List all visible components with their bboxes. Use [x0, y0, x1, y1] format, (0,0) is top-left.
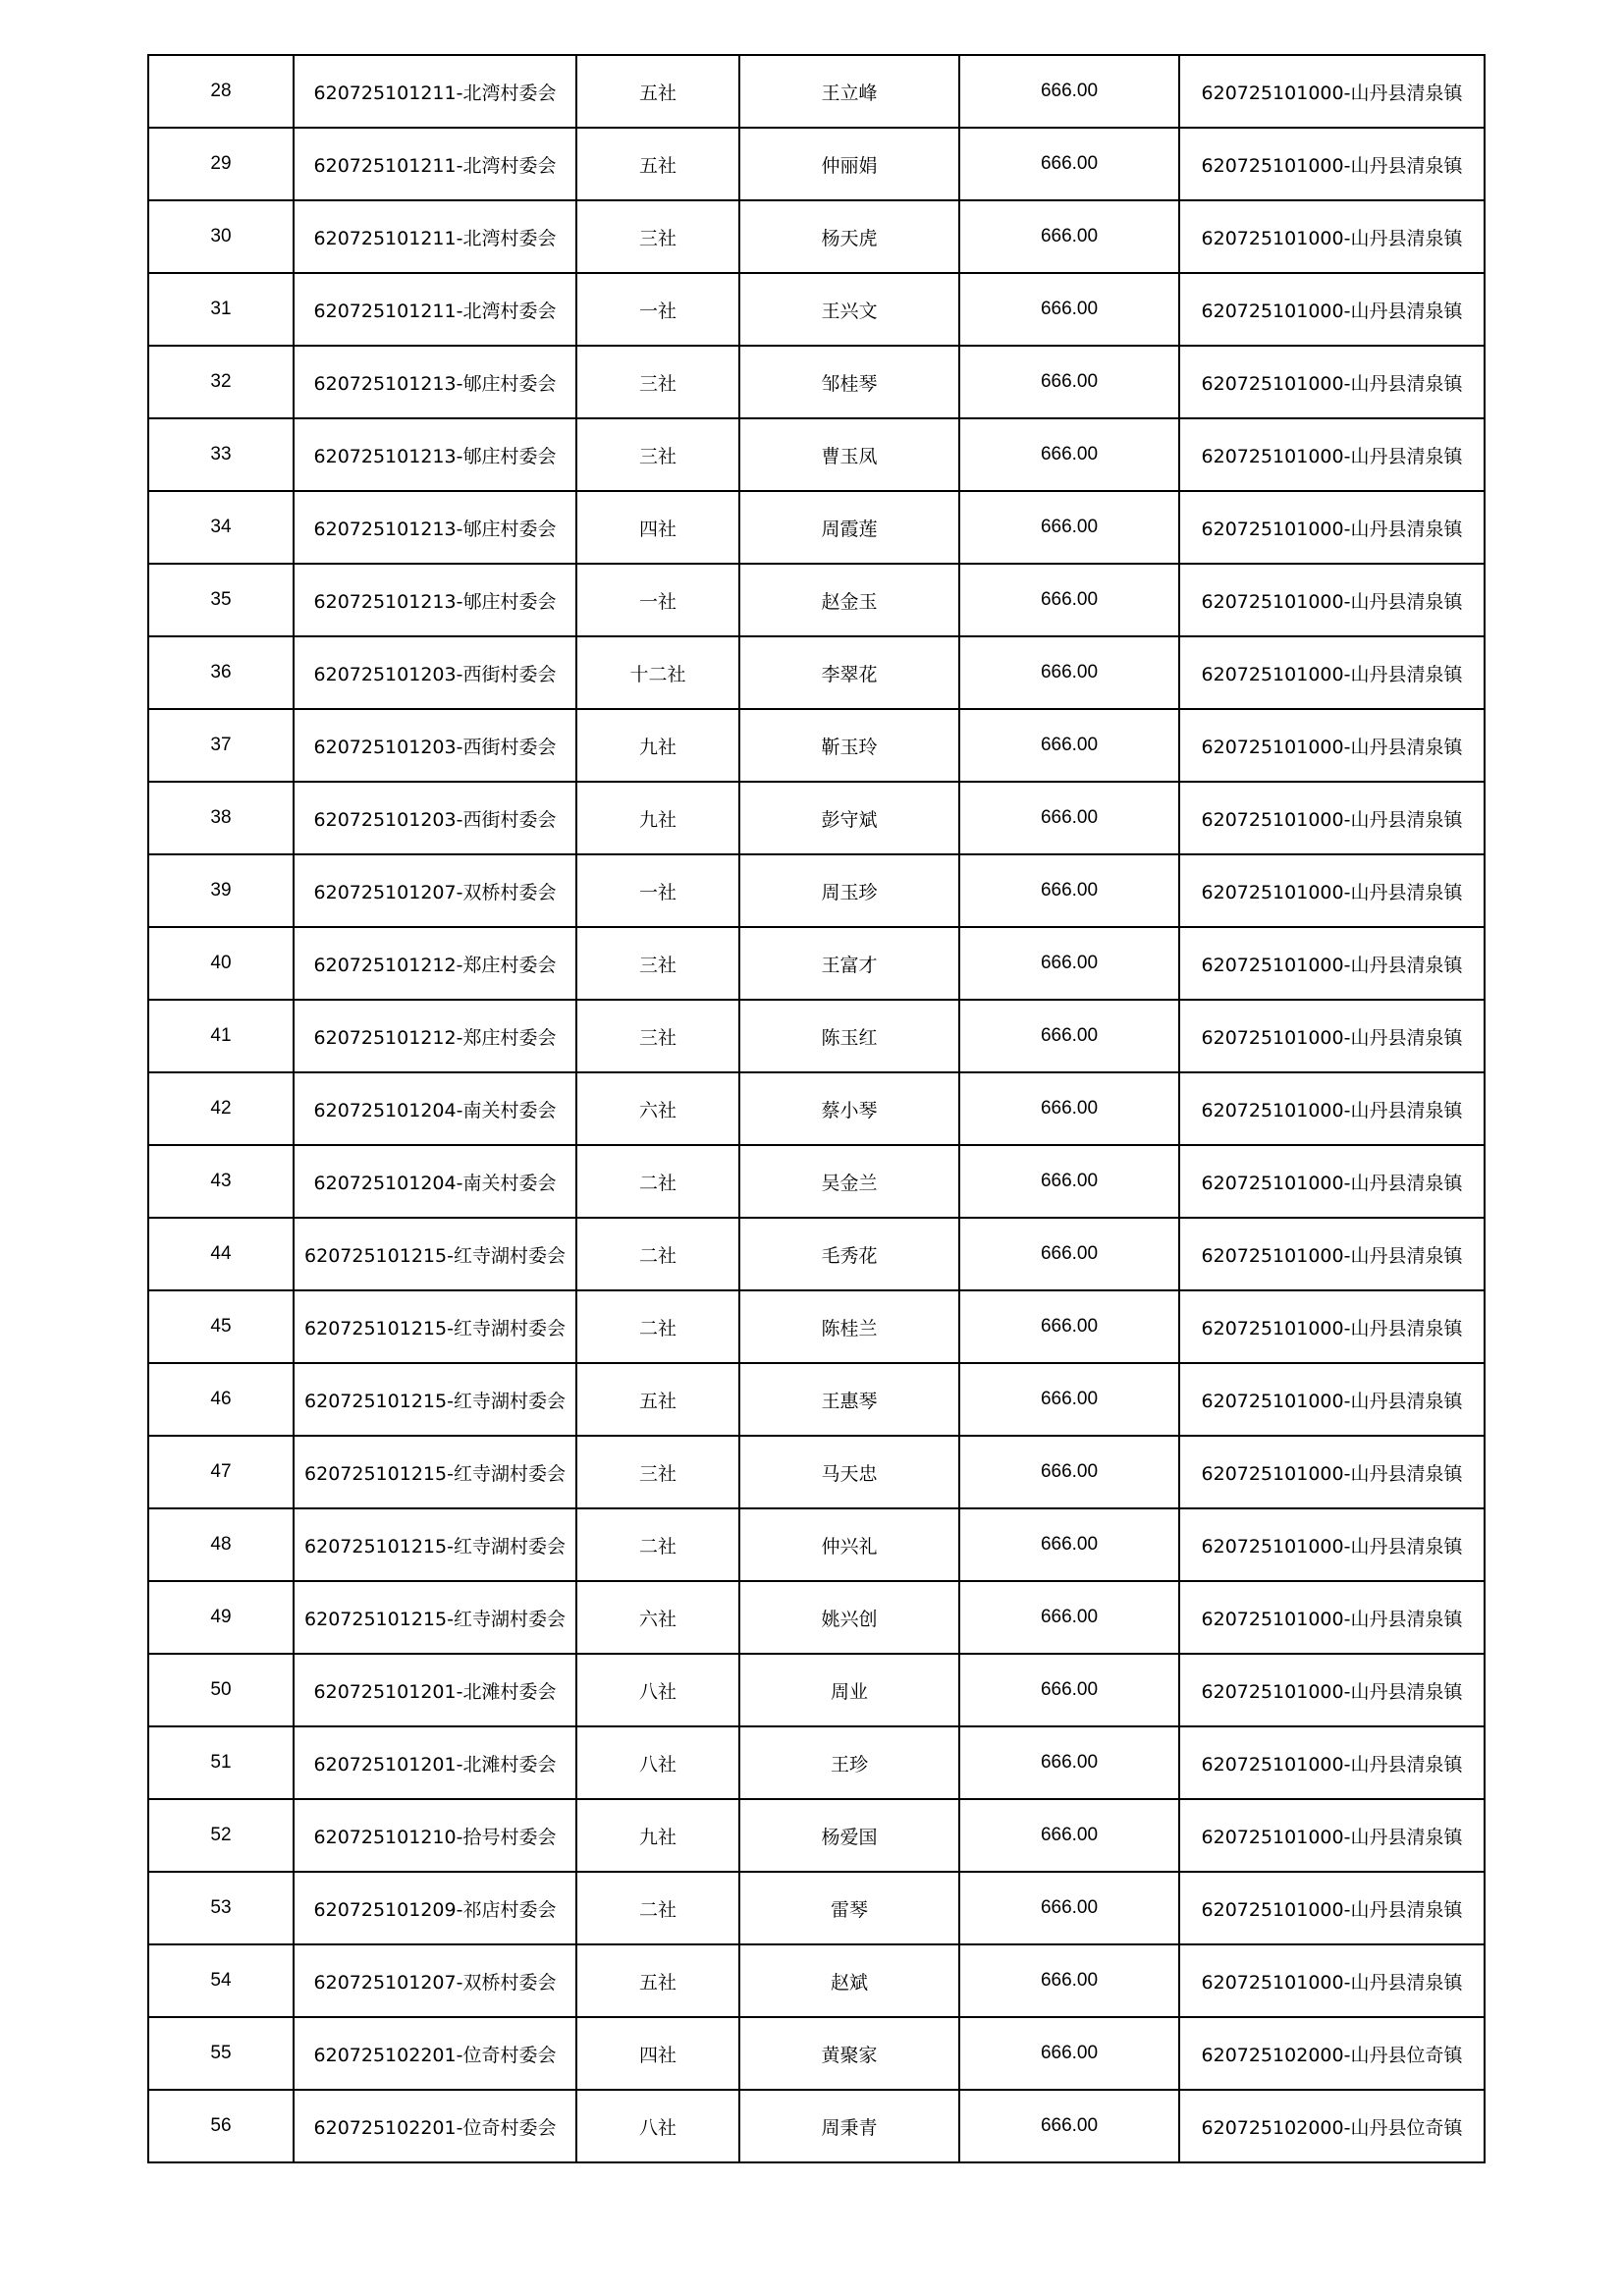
table-row — [148, 854, 1485, 927]
table-row — [148, 1581, 1485, 1654]
group-cell: 十二社 — [576, 636, 739, 709]
amount-cell: 666.00 — [959, 782, 1179, 854]
town-cell: 620725101000-山丹县清泉镇 — [1179, 1872, 1485, 1944]
amount-cell: 666.00 — [959, 709, 1179, 782]
town-cell: 620725101000-山丹县清泉镇 — [1179, 418, 1485, 491]
person-name-cell: 曹玉凤 — [739, 418, 959, 491]
town-cell: 620725101000-山丹县清泉镇 — [1179, 564, 1485, 636]
group-cell: 六社 — [576, 1072, 739, 1145]
row-number-cell: 29 — [148, 128, 294, 200]
village-cell: 620725101211-北湾村委会 — [294, 273, 576, 346]
row-number-cell: 34 — [148, 491, 294, 564]
row-number-cell: 37 — [148, 709, 294, 782]
village-cell: 620725101210-拾号村委会 — [294, 1799, 576, 1872]
town-cell: 620725101000-山丹县清泉镇 — [1179, 1145, 1485, 1218]
table-row — [148, 2090, 1485, 2162]
amount-cell: 666.00 — [959, 1363, 1179, 1436]
amount-cell: 666.00 — [959, 128, 1179, 200]
beneficiary-table — [147, 54, 1486, 2163]
amount-cell: 666.00 — [959, 55, 1179, 128]
amount-cell: 666.00 — [959, 1799, 1179, 1872]
person-name-cell: 赵斌 — [739, 1944, 959, 2017]
row-number-cell: 49 — [148, 1581, 294, 1654]
town-cell: 620725101000-山丹县清泉镇 — [1179, 709, 1485, 782]
table-row — [148, 709, 1485, 782]
person-name-cell: 仲兴礼 — [739, 1508, 959, 1581]
table-row — [148, 782, 1485, 854]
table-row — [148, 1872, 1485, 1944]
village-cell: 620725102201-位奇村委会 — [294, 2017, 576, 2090]
person-name-cell: 李翠花 — [739, 636, 959, 709]
row-number-cell: 36 — [148, 636, 294, 709]
group-cell: 三社 — [576, 346, 739, 418]
group-cell: 九社 — [576, 782, 739, 854]
town-cell: 620725101000-山丹县清泉镇 — [1179, 1581, 1485, 1654]
village-cell: 620725102201-位奇村委会 — [294, 2090, 576, 2162]
village-cell: 620725101203-西街村委会 — [294, 709, 576, 782]
person-name-cell: 周霞莲 — [739, 491, 959, 564]
person-name-cell: 陈玉红 — [739, 1000, 959, 1072]
village-cell: 620725101204-南关村委会 — [294, 1072, 576, 1145]
amount-cell: 666.00 — [959, 1581, 1179, 1654]
row-number-cell: 28 — [148, 55, 294, 128]
amount-cell: 666.00 — [959, 1654, 1179, 1726]
row-number-cell: 39 — [148, 854, 294, 927]
person-name-cell: 彭守斌 — [739, 782, 959, 854]
person-name-cell: 周玉珍 — [739, 854, 959, 927]
town-cell: 620725101000-山丹县清泉镇 — [1179, 927, 1485, 1000]
person-name-cell: 赵金玉 — [739, 564, 959, 636]
person-name-cell: 杨爱国 — [739, 1799, 959, 1872]
group-cell: 二社 — [576, 1290, 739, 1363]
row-number-cell: 38 — [148, 782, 294, 854]
amount-cell: 666.00 — [959, 1726, 1179, 1799]
row-number-cell: 52 — [148, 1799, 294, 1872]
amount-cell: 666.00 — [959, 2017, 1179, 2090]
table-row — [148, 1654, 1485, 1726]
group-cell: 二社 — [576, 1508, 739, 1581]
village-cell: 620725101204-南关村委会 — [294, 1145, 576, 1218]
person-name-cell: 雷琴 — [739, 1872, 959, 1944]
town-cell: 620725101000-山丹县清泉镇 — [1179, 1944, 1485, 2017]
table-row — [148, 564, 1485, 636]
group-cell: 五社 — [576, 1363, 739, 1436]
table-body — [148, 55, 1485, 2162]
group-cell: 一社 — [576, 564, 739, 636]
amount-cell: 666.00 — [959, 2090, 1179, 2162]
village-cell: 620725101211-北湾村委会 — [294, 128, 576, 200]
group-cell: 四社 — [576, 2017, 739, 2090]
town-cell: 620725101000-山丹县清泉镇 — [1179, 128, 1485, 200]
person-name-cell: 仲丽娟 — [739, 128, 959, 200]
person-name-cell: 王立峰 — [739, 55, 959, 128]
table-row — [148, 273, 1485, 346]
group-cell: 八社 — [576, 1726, 739, 1799]
person-name-cell: 蔡小琴 — [739, 1072, 959, 1145]
town-cell: 620725101000-山丹县清泉镇 — [1179, 1072, 1485, 1145]
person-name-cell: 陈桂兰 — [739, 1290, 959, 1363]
group-cell: 三社 — [576, 1436, 739, 1508]
village-cell: 620725101213-郇庄村委会 — [294, 418, 576, 491]
row-number-cell: 40 — [148, 927, 294, 1000]
table-row — [148, 491, 1485, 564]
person-name-cell: 王兴文 — [739, 273, 959, 346]
amount-cell: 666.00 — [959, 346, 1179, 418]
table-row — [148, 200, 1485, 273]
person-name-cell: 周秉青 — [739, 2090, 959, 2162]
group-cell: 八社 — [576, 1654, 739, 1726]
town-cell: 620725101000-山丹县清泉镇 — [1179, 1436, 1485, 1508]
table-row — [148, 1726, 1485, 1799]
row-number-cell: 51 — [148, 1726, 294, 1799]
table-row — [148, 1436, 1485, 1508]
table-row — [148, 346, 1485, 418]
group-cell: 一社 — [576, 854, 739, 927]
table-row — [148, 1290, 1485, 1363]
town-cell: 620725101000-山丹县清泉镇 — [1179, 1363, 1485, 1436]
person-name-cell: 毛秀花 — [739, 1218, 959, 1290]
amount-cell: 666.00 — [959, 418, 1179, 491]
group-cell: 二社 — [576, 1872, 739, 1944]
table-row — [148, 1218, 1485, 1290]
town-cell: 620725101000-山丹县清泉镇 — [1179, 200, 1485, 273]
table-row — [148, 1363, 1485, 1436]
amount-cell: 666.00 — [959, 1944, 1179, 2017]
row-number-cell: 42 — [148, 1072, 294, 1145]
row-number-cell: 46 — [148, 1363, 294, 1436]
village-cell: 620725101207-双桥村委会 — [294, 1944, 576, 2017]
town-cell: 620725101000-山丹县清泉镇 — [1179, 346, 1485, 418]
row-number-cell: 32 — [148, 346, 294, 418]
town-cell: 620725101000-山丹县清泉镇 — [1179, 854, 1485, 927]
amount-cell: 666.00 — [959, 854, 1179, 927]
town-cell: 620725101000-山丹县清泉镇 — [1179, 1290, 1485, 1363]
town-cell: 620725101000-山丹县清泉镇 — [1179, 273, 1485, 346]
village-cell: 620725101213-郇庄村委会 — [294, 491, 576, 564]
table-row — [148, 418, 1485, 491]
amount-cell: 666.00 — [959, 1436, 1179, 1508]
group-cell: 九社 — [576, 709, 739, 782]
village-cell: 620725101212-郑庄村委会 — [294, 1000, 576, 1072]
row-number-cell: 41 — [148, 1000, 294, 1072]
village-cell: 620725101211-北湾村委会 — [294, 55, 576, 128]
amount-cell: 666.00 — [959, 1218, 1179, 1290]
town-cell: 620725101000-山丹县清泉镇 — [1179, 1726, 1485, 1799]
person-name-cell: 黄聚家 — [739, 2017, 959, 2090]
group-cell: 三社 — [576, 418, 739, 491]
table-row — [148, 1508, 1485, 1581]
row-number-cell: 47 — [148, 1436, 294, 1508]
town-cell: 620725101000-山丹县清泉镇 — [1179, 1508, 1485, 1581]
amount-cell: 666.00 — [959, 491, 1179, 564]
group-cell: 五社 — [576, 128, 739, 200]
village-cell: 620725101201-北滩村委会 — [294, 1654, 576, 1726]
table-row — [148, 2017, 1485, 2090]
person-name-cell: 靳玉玲 — [739, 709, 959, 782]
group-cell: 五社 — [576, 55, 739, 128]
row-number-cell: 31 — [148, 273, 294, 346]
group-cell: 一社 — [576, 273, 739, 346]
village-cell: 620725101211-北湾村委会 — [294, 200, 576, 273]
person-name-cell: 王富才 — [739, 927, 959, 1000]
group-cell: 四社 — [576, 491, 739, 564]
town-cell: 620725101000-山丹县清泉镇 — [1179, 1799, 1485, 1872]
village-cell: 620725101203-西街村委会 — [294, 782, 576, 854]
row-number-cell: 56 — [148, 2090, 294, 2162]
group-cell: 八社 — [576, 2090, 739, 2162]
village-cell: 620725101215-红寺湖村委会 — [294, 1436, 576, 1508]
person-name-cell: 王珍 — [739, 1726, 959, 1799]
table-row — [148, 1072, 1485, 1145]
table-row — [148, 55, 1485, 128]
village-cell: 620725101209-祁店村委会 — [294, 1872, 576, 1944]
row-number-cell: 30 — [148, 200, 294, 273]
town-cell: 620725101000-山丹县清泉镇 — [1179, 1654, 1485, 1726]
group-cell: 三社 — [576, 200, 739, 273]
person-name-cell: 吴金兰 — [739, 1145, 959, 1218]
row-number-cell: 55 — [148, 2017, 294, 2090]
table-row — [148, 128, 1485, 200]
village-cell: 620725101201-北滩村委会 — [294, 1726, 576, 1799]
amount-cell: 666.00 — [959, 1000, 1179, 1072]
table-row — [148, 927, 1485, 1000]
row-number-cell: 53 — [148, 1872, 294, 1944]
village-cell: 620725101203-西街村委会 — [294, 636, 576, 709]
amount-cell: 666.00 — [959, 1508, 1179, 1581]
amount-cell: 666.00 — [959, 1290, 1179, 1363]
row-number-cell: 50 — [148, 1654, 294, 1726]
table-row — [148, 1944, 1485, 2017]
person-name-cell: 姚兴创 — [739, 1581, 959, 1654]
town-cell: 620725101000-山丹县清泉镇 — [1179, 636, 1485, 709]
row-number-cell: 54 — [148, 1944, 294, 2017]
amount-cell: 666.00 — [959, 273, 1179, 346]
amount-cell: 666.00 — [959, 636, 1179, 709]
row-number-cell: 33 — [148, 418, 294, 491]
village-cell: 620725101215-红寺湖村委会 — [294, 1290, 576, 1363]
row-number-cell: 43 — [148, 1145, 294, 1218]
group-cell: 二社 — [576, 1145, 739, 1218]
amount-cell: 666.00 — [959, 1145, 1179, 1218]
row-number-cell: 45 — [148, 1290, 294, 1363]
person-name-cell: 王惠琴 — [739, 1363, 959, 1436]
village-cell: 620725101215-红寺湖村委会 — [294, 1508, 576, 1581]
village-cell: 620725101215-红寺湖村委会 — [294, 1218, 576, 1290]
row-number-cell: 35 — [148, 564, 294, 636]
table-row — [148, 636, 1485, 709]
table-row — [148, 1145, 1485, 1218]
town-cell: 620725101000-山丹县清泉镇 — [1179, 1218, 1485, 1290]
person-name-cell: 周业 — [739, 1654, 959, 1726]
town-cell: 620725101000-山丹县清泉镇 — [1179, 782, 1485, 854]
amount-cell: 666.00 — [959, 1872, 1179, 1944]
person-name-cell: 马天忠 — [739, 1436, 959, 1508]
amount-cell: 666.00 — [959, 927, 1179, 1000]
town-cell: 620725102000-山丹县位奇镇 — [1179, 2090, 1485, 2162]
group-cell: 三社 — [576, 1000, 739, 1072]
group-cell: 三社 — [576, 927, 739, 1000]
group-cell: 九社 — [576, 1799, 739, 1872]
village-cell: 620725101212-郑庄村委会 — [294, 927, 576, 1000]
town-cell: 620725101000-山丹县清泉镇 — [1179, 55, 1485, 128]
amount-cell: 666.00 — [959, 564, 1179, 636]
person-name-cell: 杨天虎 — [739, 200, 959, 273]
row-number-cell: 48 — [148, 1508, 294, 1581]
table-row — [148, 1000, 1485, 1072]
village-cell: 620725101215-红寺湖村委会 — [294, 1363, 576, 1436]
village-cell: 620725101213-郇庄村委会 — [294, 564, 576, 636]
village-cell: 620725101213-郇庄村委会 — [294, 346, 576, 418]
town-cell: 620725101000-山丹县清泉镇 — [1179, 1000, 1485, 1072]
town-cell: 620725102000-山丹县位奇镇 — [1179, 2017, 1485, 2090]
group-cell: 六社 — [576, 1581, 739, 1654]
row-number-cell: 44 — [148, 1218, 294, 1290]
amount-cell: 666.00 — [959, 1072, 1179, 1145]
village-cell: 620725101215-红寺湖村委会 — [294, 1581, 576, 1654]
group-cell: 二社 — [576, 1218, 739, 1290]
village-cell: 620725101207-双桥村委会 — [294, 854, 576, 927]
amount-cell: 666.00 — [959, 200, 1179, 273]
town-cell: 620725101000-山丹县清泉镇 — [1179, 491, 1485, 564]
table-row — [148, 1799, 1485, 1872]
person-name-cell: 邹桂琴 — [739, 346, 959, 418]
group-cell: 五社 — [576, 1944, 739, 2017]
